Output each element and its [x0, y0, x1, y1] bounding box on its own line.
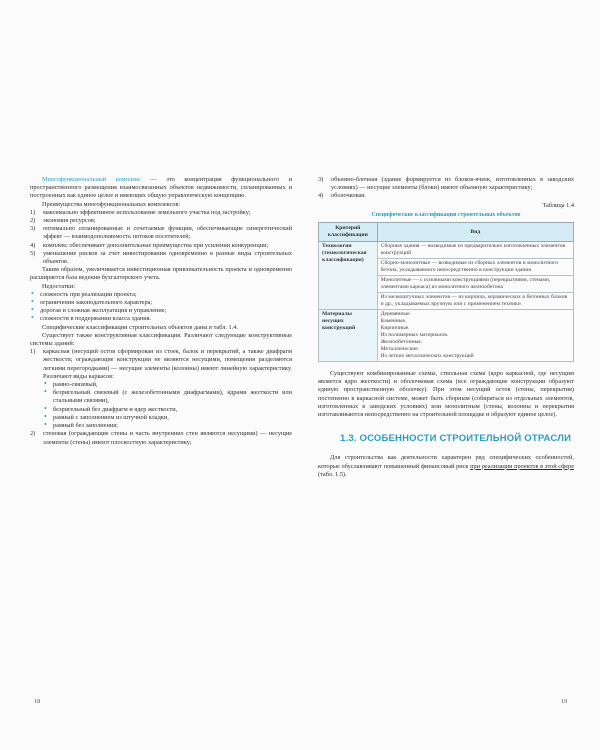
table-label: Таблица 1.4: [542, 201, 574, 209]
list-item: 1) максимально эффективное использование земельного участка под застройку;: [30, 208, 251, 216]
industry-paragraph: Для строительства как деятельности характерен ряд специфических особенностей, которые обуславливают повышенный финансовый риск при реализации проектов в этой сфере (табл. 1.5).: [318, 454, 574, 478]
increase-paragraph: Таким образом, увеличивается инвестиционная привлекательность проекта и одновременно расширяется база ведения бухгалтерского учета.: [30, 266, 292, 282]
page-number-right: 19: [561, 698, 568, 705]
list-item: 1) каркасная (несущий остов сформирован из стоек, балок и перекрытий, а также диафрагм жесткости; ограждающие конструкции не являются несущими, помещения разделяются легкими перегородками) — несущие элементы (колонны) имеют линейную характеристику. Различают виды каркасов:: [30, 348, 292, 380]
advantages-intro: Преимущества многофункциональных комплексов:: [42, 200, 181, 208]
advantages-list: [30, 209, 292, 266]
table-row: [319, 310, 574, 362]
section-heading: 1.3. ОСОБЕННОСТИ СТРОИТЕЛЬНОЙ ОТРАСЛИ: [340, 433, 572, 445]
list-item: • ограничения законодательного характера;: [31, 297, 153, 307]
disadvantages-list: [30, 288, 292, 324]
page-number-left: 18: [34, 698, 41, 705]
list-item: • безригельный без диафрагм и ядер жесткости,: [44, 403, 178, 413]
list-item: • рамный без заполнения;: [44, 420, 118, 430]
combined-paragraph: Существуют комбинированные схемы, ствольная схема (ядро каркасной, где несущим является ядро жесткости) и оболочковая схема (все ограждающие конструкции образуют единую пространственную оболочку). При этом несущий остов (стены, перекрытия) постепенно в каркасной системе, может быть сборным (собираться из отдельных элементов, изготовленных в заводских условиях) или монолитным (стены, колонны и перекрытия изготавливаются непосредственно на строительной площадке и образуют единое целое).: [318, 370, 574, 419]
intro-term: Многофункциональный комплекс: [42, 176, 141, 183]
bullet-icon: •: [44, 379, 47, 389]
table-cell: Деревянные. Каменные. Кирпичные. Из полимерных материалов. Железобетонные. Металлические. Из легких металлических конструкций: [377, 310, 573, 362]
table-cell: Сборные здания — возводимые из предварительно изготовленных элементов конструкций: [377, 242, 573, 259]
table-header: Критерий классификации: [319, 223, 378, 242]
list-item: 4) оболочковая.: [318, 192, 366, 200]
list-item: 2) стеновая (ограждающие стены и часть внутренних стен являются несущими) — несущие элементы (стены) имеют плоскостную характеристику;: [30, 430, 292, 446]
list-item: • безригельный связевый (с железобетонными диафрагмами), ядрами жесткости или стальными связями),: [44, 387, 292, 405]
systems-list-right: [318, 176, 574, 201]
list-item: • рамный с заполнением из штучной кладки,: [44, 411, 169, 421]
list-item: 3) объемно-блочная (здание формируется из блоков-ячеек, изготовленных в заводских условиях) — несущие элементы (блоки) имеют объемную характеристику;: [318, 176, 574, 192]
list-item: 2) экономия ресурсов;: [30, 217, 96, 225]
disadvantages-intro: Недостатки:: [42, 282, 75, 290]
right-page: [318, 176, 574, 479]
classification-table: [318, 222, 574, 362]
table-cell: Сборно-монолитные — возводимые из сборных элементов и монолитного бетона, укладываемого непосредственно в конструкции здания: [377, 259, 573, 276]
bullet-icon: •: [44, 411, 47, 421]
table-title: Специфические классификации строительных объектов: [371, 211, 521, 218]
constructive-paragraph: Существует также конструктивная классификация. Различают следующие конструктивные системы зданий:: [30, 331, 292, 348]
left-page: [30, 176, 292, 447]
bullet-icon: •: [31, 305, 34, 315]
table-cell-criterion: Материалы несущих конструкций: [319, 310, 378, 362]
table-cell: Монолитные — с основными конструкциями (перекрытиями, стенами, элементами каркаса) из монолитного железобетона: [377, 276, 573, 293]
bullet-icon: •: [44, 403, 47, 413]
table-cell: Из мелкоштучных элементов — из кирпича, керамических и бетонных блоков и др., укладываемых вручную или с применением техники: [377, 293, 573, 310]
list-item: 5) уменьшение рисков за счет инвестирования одновременно в разные виды строительных объектов.: [30, 249, 292, 266]
table-cell-criterion: Технологии (технологическая классификация): [319, 242, 378, 310]
intro-paragraph: Многофункциональный комплекс — это концентрация функционального и пространственного размещения взаимосвязанных объектов недвижимости, спланированных и построенных как единое целое и имеющих общую управленческую концепцию.: [30, 176, 292, 200]
list-item: • дорогая и сложная эксплуатация и управление;: [31, 305, 167, 315]
systems-list: [30, 348, 292, 381]
bullet-icon: •: [31, 313, 34, 323]
systems-list-cont: [30, 430, 292, 446]
bullet-icon: •: [44, 420, 47, 430]
specific-paragraph: Специфические классификации строительных объектов даны в табл. 1.4.: [42, 323, 239, 331]
list-item: • сложность при реализации проекта;: [31, 288, 137, 298]
list-item: 4) комплекс обеспечивает дополнительные преимущества при усилении конкуренции;: [30, 241, 269, 249]
list-item: • рамно-связевый,: [44, 379, 98, 389]
table-row: [319, 242, 574, 259]
frame-types-list: [30, 381, 292, 430]
list-item: • сложности в поддержании класса здания.: [31, 313, 152, 323]
table-header: Вид: [377, 223, 573, 242]
bullet-icon: •: [31, 288, 34, 298]
bullet-icon: •: [31, 297, 34, 307]
list-item: 3) оптимально спланированные и сочетаемые функции, обеспечивающие синергетический эффект — взаимодополняемость потоков посетителей;: [30, 225, 292, 241]
bullet-icon: •: [44, 387, 47, 397]
table-header-row: [319, 223, 574, 242]
